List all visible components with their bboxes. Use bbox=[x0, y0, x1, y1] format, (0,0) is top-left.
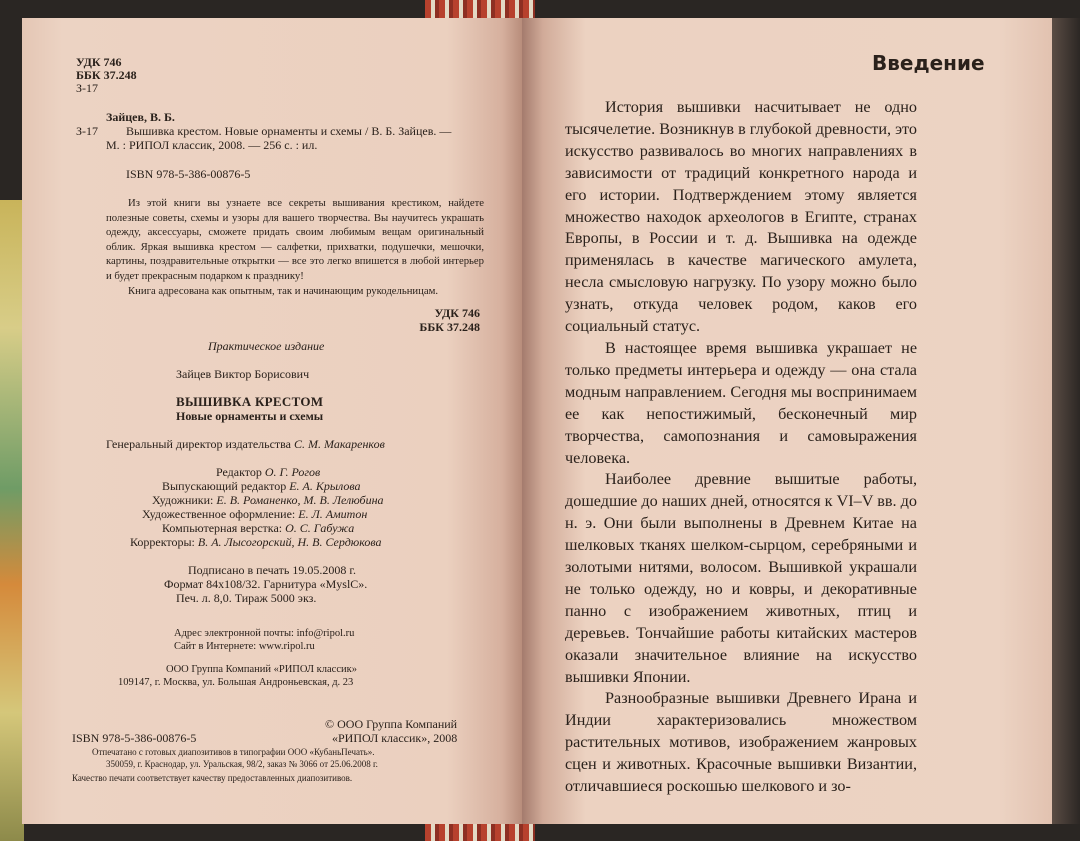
site-line: Сайт в Интернете: www.ripol.ru bbox=[174, 641, 315, 652]
isbn-catalog: ISBN 978-5-386-00876-5 bbox=[126, 167, 251, 181]
credit-name: О. С. Габужа bbox=[285, 521, 355, 535]
annotation-paragraph: Из этой книги вы узнаете все секреты вышивания крестиком, найдете полезные советы, схемы и узоры для вашего творчества. Вы научитесь украшать одежду, аксессуары, сможете придать своим любимым вещам оригинальный облик. Яркая вышивка крестом — салфетки, прихватки, подушечки, мешочки, картины, поздравительные открытки — все это легко впишется в любой интерьер и будет прекрасным подарком к празднику! bbox=[106, 197, 484, 282]
typography-info: Качество печати соответствует качеству предоставленных диапозитивов. bbox=[72, 773, 353, 783]
credit-name: О. Г. Рогов bbox=[264, 465, 321, 479]
bbk-code-right: ББК 37.248 bbox=[419, 320, 480, 334]
typography-info: Отпечатано с готовых диапозитивов в типографии ООО «КубаньПечать». bbox=[92, 747, 375, 757]
udk-block-right bbox=[360, 306, 480, 334]
credit-role: Редактор bbox=[216, 465, 262, 479]
author-mark: З-17 bbox=[76, 81, 99, 95]
credit-name: Е. А. Крылова bbox=[289, 479, 361, 493]
cover-pattern-top bbox=[425, 0, 535, 20]
copyright-line: © ООО Группа Компаний bbox=[325, 717, 458, 731]
cover-pattern-bottom bbox=[425, 821, 535, 841]
udk-code-right: УДК 746 bbox=[434, 306, 480, 320]
annotation-paragraph: Книга адресована как опытным, так и начинающим рукодельницам. bbox=[128, 284, 439, 297]
credit-role: Компьютерная верстка: bbox=[162, 521, 283, 535]
catalog-line-2: М. : РИПОЛ классик, 2008. — 256 с. : ил. bbox=[106, 138, 318, 152]
publisher-name: ООО Группа Компаний «РИПОЛ классик» bbox=[166, 664, 357, 675]
bbk-code: ББК 37.248 bbox=[76, 68, 137, 82]
book-edge-right bbox=[1052, 18, 1080, 824]
credit-role: Выпускающий редактор bbox=[162, 479, 287, 493]
credit-role: Корректоры: bbox=[130, 535, 195, 549]
annotation bbox=[106, 196, 484, 298]
author-mark-side: З-17 bbox=[76, 124, 99, 138]
book-cover-edge bbox=[0, 200, 24, 841]
credit-line bbox=[152, 493, 384, 507]
credit-name: Е. В. Романенко, М. В. Лелюбина bbox=[216, 493, 384, 507]
author-heading: Зайцев, В. Б. bbox=[106, 110, 175, 124]
book-title: ВЫШИВКА КРЕСТОМ bbox=[176, 394, 324, 409]
print-info: Печ. л. 8,0. Тираж 5000 экз. bbox=[176, 591, 317, 605]
credit-name: В. А. Лысогорский, Н. В. Сердюкова bbox=[197, 535, 382, 549]
book-subtitle: Новые орнаменты и схемы bbox=[176, 409, 324, 423]
email-line: Адрес электронной почты: info@ripol.ru bbox=[174, 628, 355, 639]
credit-role: Художники: bbox=[152, 493, 214, 507]
copyright-line: «РИПОЛ классик», 2008 bbox=[332, 731, 458, 745]
author-full-name: Зайцев Виктор Борисович bbox=[176, 367, 310, 381]
print-info: Формат 84х108/32. Гарнитура «MyslC». bbox=[164, 577, 368, 591]
chapter-body bbox=[565, 97, 917, 798]
isbn-bottom: ISBN 978-5-386-00876-5 bbox=[72, 731, 197, 745]
credit-name: Е. Л. Амитон bbox=[298, 507, 368, 521]
body-paragraph: История вышивки насчитывает не одно тысячелетие. Возникнув в глубокой древности, это искусство развивалось во многих направлениях в зависимости от традиций конкретного народа и его истории. Подтверждением этому является множество находок археологов в Египте, странах Европы, в России и т. д. Вышивка на одежде применялась в качестве магического амулета, несла смысловую нагрузку. По узору можно было узнать, откуда человек родом, каков его социальный статус. bbox=[565, 98, 917, 336]
director-line bbox=[106, 437, 385, 451]
credit-line bbox=[216, 465, 320, 479]
director-name: С. М. Макаренков bbox=[294, 437, 385, 451]
body-paragraph: Разнообразные вышивки Древнего Ирана и Индии характеризовались множеством растительных мотивов, изображением жанровых сцен и животных. Красочные вышивки Византии, отличавшиеся роскошью шелкового и зо- bbox=[565, 689, 917, 796]
body-paragraph: Наиболее древние вышитые работы, дошедшие до наших дней, относятся к VI–V вв. до н. э. Они были выполнены в Древнем Китае на шелковых тканях шелком-сырцом, серебряными и золотыми нитями, волосом. Вышивкой украшали не только одежду, но и ковры, и декоративные панно с изображением животных, птиц и деревьев. Тончайшие работы китайских мастеров оказали значительное влияние на искусство вышивки Японии. bbox=[565, 470, 917, 686]
body-paragraph: В настоящее время вышивка украшает не только предметы интерьера и одежду — она стала модным направлением. Сегодня мы воспринимаем ее как непостижимый, бесконечный мир творчества, самопознания и самовыражения человека. bbox=[565, 338, 917, 467]
credit-line bbox=[162, 479, 360, 493]
credit-line bbox=[162, 521, 354, 535]
edition-type: Практическое издание bbox=[208, 339, 325, 353]
credit-line bbox=[142, 507, 367, 521]
chapter-heading: Введение bbox=[872, 51, 985, 75]
catalog-line-1: Вышивка крестом. Новые орнаменты и схемы / В. Б. Зайцев. — bbox=[126, 124, 452, 138]
credit-line bbox=[130, 535, 382, 549]
udk-code: УДК 746 bbox=[76, 55, 122, 69]
director-label: Генеральный директор издательства bbox=[106, 437, 292, 451]
typography-info: 350059, г. Краснодар, ул. Уральская, 98/2, заказ № 3066 от 25.06.2008 г. bbox=[106, 759, 378, 769]
publisher-address: 109147, г. Москва, ул. Большая Андроньевская, д. 23 bbox=[118, 677, 354, 688]
credit-role: Художественное оформление: bbox=[142, 507, 296, 521]
print-info: Подписано в печать 19.05.2008 г. bbox=[188, 563, 356, 577]
